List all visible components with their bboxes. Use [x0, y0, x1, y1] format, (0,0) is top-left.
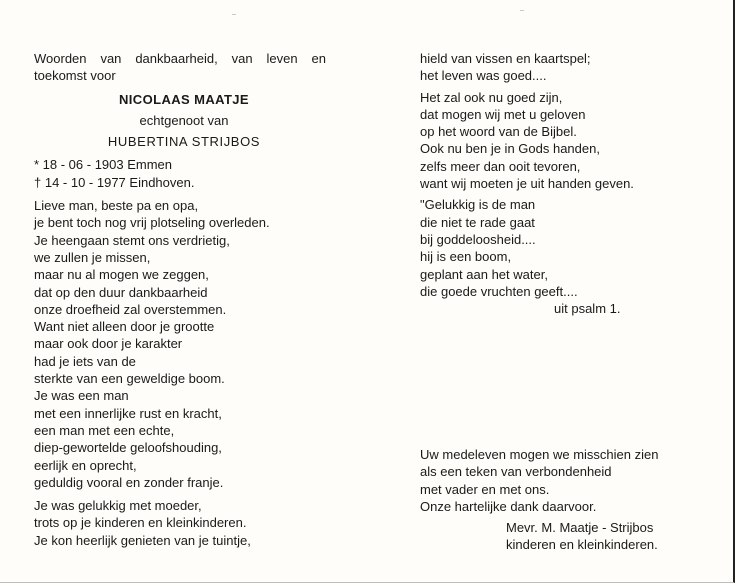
- death-date: † 14 - 10 - 1977 Eindhoven.: [34, 174, 195, 190]
- poem-line: zelfs meer dan ooit tevoren,: [420, 158, 581, 174]
- poem-part-2: [34, 497, 354, 549]
- signature-line: Mevr. M. Maatje - Strijbos: [506, 520, 654, 536]
- intro-line: toekomst voor: [34, 68, 116, 84]
- poem-line: sterkte van een geweldige boom.: [34, 371, 225, 387]
- quote-line: hij is een boom,: [420, 249, 512, 265]
- poem-line: je bent toch nog vrij plotseling overleden.: [34, 215, 270, 231]
- poem-line: we zullen je missen,: [34, 249, 151, 265]
- poem-line: dat mogen wij met u geloven: [420, 106, 586, 122]
- birth-date: * 18 - 06 - 1903 Emmen: [34, 157, 173, 173]
- poem-line: Je kon heerlijk genieten van je tuintje,: [34, 532, 251, 548]
- poem-line: Je was een man: [34, 388, 129, 404]
- right-panel: [420, 50, 710, 317]
- poem-line: onze droefheid zal overstemmen.: [34, 301, 227, 317]
- left-panel: [34, 50, 354, 549]
- thanks-line: Onze hartelijke dank daarvoor.: [420, 498, 597, 514]
- psalm-quote: [420, 196, 710, 317]
- poem-line: dat op den duur dankbaarheid: [34, 284, 208, 300]
- psalm-reference: uit psalm 1.: [554, 301, 621, 317]
- thanks-line: Uw medeleven mogen we misschien zien: [420, 447, 659, 462]
- poem-part-1: [34, 197, 354, 491]
- thanks-line: als een teken van verbondenheid: [420, 464, 612, 480]
- quote-line: bij goddeloosheid....: [420, 231, 536, 247]
- poem-line: eerlijk en oprecht,: [34, 457, 137, 473]
- thanks-line: met vader en met ons.: [420, 481, 550, 497]
- poem-line: maar nu al mogen we zeggen,: [34, 267, 209, 283]
- stanza-2: [420, 89, 710, 193]
- poem-line: trots op je kinderen en kleinkinderen.: [34, 515, 247, 531]
- poem-line: hield van vissen en kaartspel;: [420, 51, 591, 66]
- poem-line: op het woord van de Bijbel.: [420, 124, 577, 140]
- poem-line: met een innerlijke rust en kracht,: [34, 405, 222, 421]
- poem-line: had je iets van de: [34, 353, 136, 369]
- quote-line: "Gelukkig is de man: [420, 197, 536, 213]
- signature-line: kinderen en kleinkinderen.: [506, 537, 658, 553]
- poem-line: maar ook door je karakter: [34, 336, 183, 352]
- quote-line: geplant aan het water,: [420, 266, 548, 282]
- poem-line: Je was gelukkig met moeder,: [34, 498, 202, 514]
- poem-line: Het zal ook nu goed zijn,: [420, 89, 563, 105]
- intro-line: Woorden van dankbaarheid, van leven en: [34, 51, 326, 66]
- quote-line: die niet te rade gaat: [420, 214, 535, 230]
- fold-mark: [232, 14, 236, 15]
- poem-line: Ook nu ben je in Gods handen,: [420, 141, 600, 157]
- poem-line: het leven was goed....: [420, 68, 547, 84]
- poem-line: een man met een echte,: [34, 422, 175, 438]
- deceased-name: NICOLAAS MAATJE: [119, 91, 249, 107]
- poem-line: diep-gewortelde geloofshouding,: [34, 440, 222, 456]
- poem-line: Want niet alleen door je grootte: [34, 319, 215, 335]
- spouse-name: HUBERTINA STRIJBOS: [107, 134, 261, 150]
- quote-line: die goede vruchten geeft....: [420, 283, 578, 299]
- thanks-block: [420, 446, 710, 554]
- poem-line: want wij moeten je uit handen geven.: [420, 176, 634, 192]
- spouse-label: echtgenoot van: [139, 112, 229, 128]
- stanza-1: [420, 50, 710, 85]
- fold-mark: [520, 10, 524, 11]
- poem-line: geduldig vooral en zonder franje.: [34, 474, 224, 490]
- poem-line: Lieve man, beste pa en opa,: [34, 198, 199, 214]
- poem-line: Je heengaan stemt ons verdrietig,: [34, 232, 230, 248]
